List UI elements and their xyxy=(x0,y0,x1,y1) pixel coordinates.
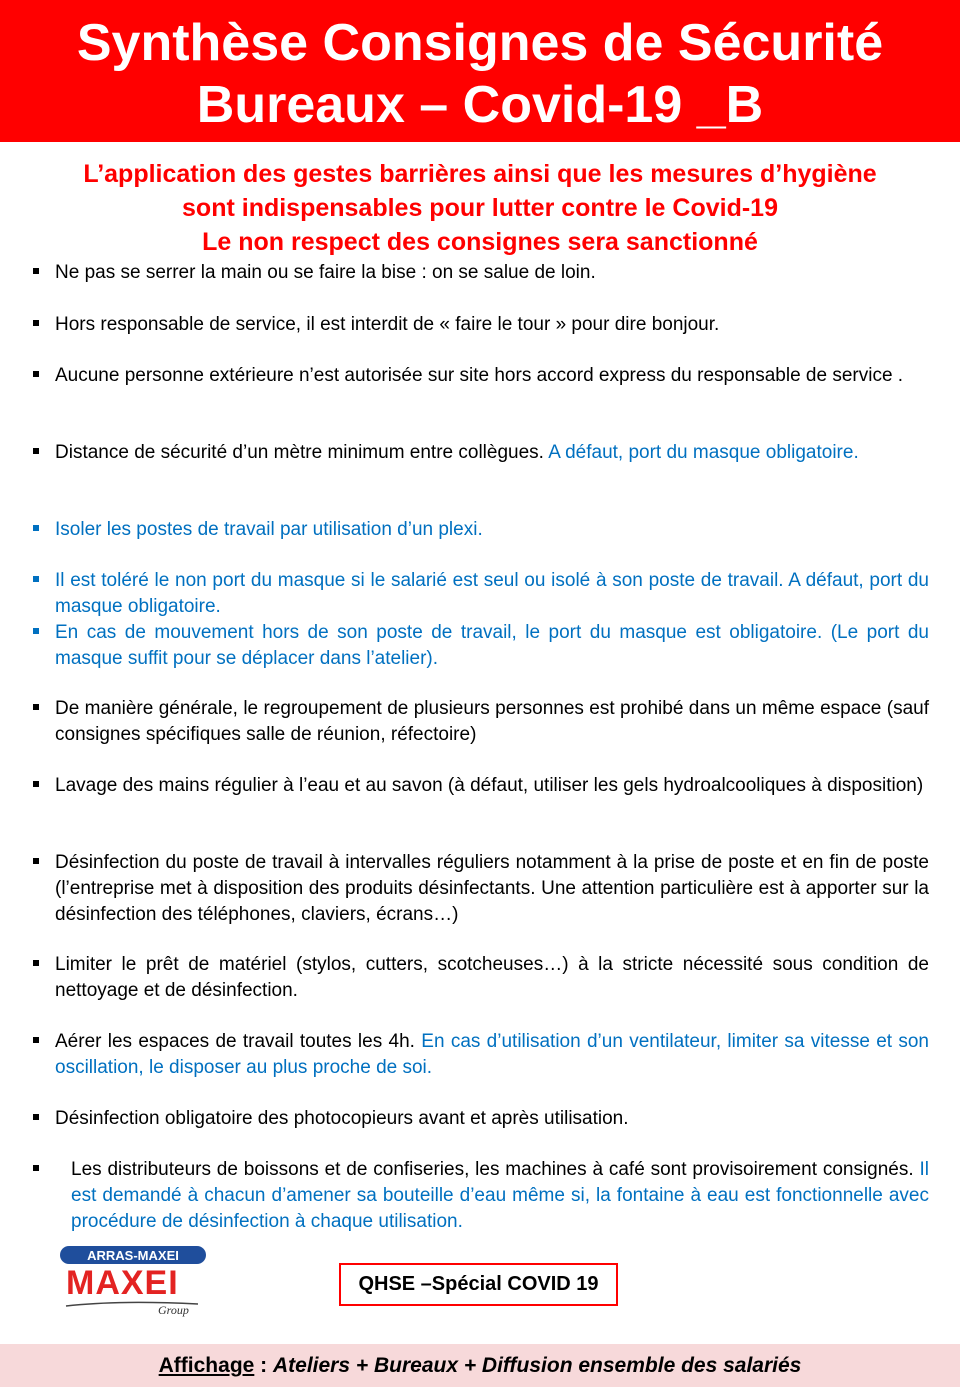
footer-colon: : xyxy=(254,1354,273,1377)
rule-item: Lavage des mains régulier à l’eau et au savon (à défaut, utiliser les gels hydroalcooliques à disposition) xyxy=(55,775,924,796)
footer-label: Affichage xyxy=(158,1354,255,1377)
bullet-icon xyxy=(33,960,39,966)
rule-item: Ne pas se serrer la main ou se faire la bise : on se salue de loin. xyxy=(55,262,596,283)
rule-item: Désinfection obligatoire des photocopieurs avant et après utilisation. xyxy=(55,1108,629,1129)
intro-line-2: sont indispensables pour lutter contre le Covid-19 xyxy=(182,194,778,222)
intro-line-3: Le non respect des consignes sera sanctionné xyxy=(202,228,758,256)
svg-text:ARRAS-MAXEI: ARRAS-MAXEI xyxy=(87,1248,179,1263)
footer-text: Ateliers + Bureaux + Diffusion ensemble des salariés xyxy=(273,1354,802,1377)
bullet-icon xyxy=(33,1114,39,1120)
bullet-icon xyxy=(33,371,39,377)
title-banner xyxy=(0,0,960,142)
rule-item: De manière générale, le regroupement de plusieurs personnes est prohibé dans un même espace (sauf consignes spécifiques salle de réunion, réfectoire) xyxy=(55,698,929,745)
footer-bar xyxy=(0,1344,960,1387)
bullet-icon xyxy=(33,1037,39,1043)
rule-item: Désinfection du poste de travail à intervalles réguliers notamment à la prise de poste et en fin de poste (l’entreprise met à disposition des produits désinfectants. Une attention particulière est à apporter sur la désinfection des téléphones, claviers, écrans…) xyxy=(55,852,929,925)
bullet-icon xyxy=(33,448,39,454)
svg-text:MAXEI: MAXEI xyxy=(66,1264,179,1302)
maxei-logo-icon xyxy=(58,1244,208,1318)
bullet-icon xyxy=(33,781,39,787)
bullet-icon xyxy=(33,628,39,634)
title-line-1: Synthèse Consignes de Sécurité xyxy=(76,14,884,72)
bullet-icon xyxy=(33,858,39,864)
rule-item: Distance de sécurité d’un mètre minimum entre collègues. A défaut, port du masque obligatoire. xyxy=(55,442,859,463)
title-line-2: Bureaux – Covid-19 _B xyxy=(196,76,764,134)
svg-text:Group: Group xyxy=(158,1303,189,1317)
rule-item: Aucune personne extérieure n’est autorisée sur site hors accord express du responsable de service . xyxy=(55,365,904,386)
intro-warning xyxy=(20,157,940,259)
qhse-label-box: QHSE –Spécial COVID 19 xyxy=(339,1263,618,1306)
rule-item: Hors responsable de service, il est interdit de « faire le tour » pour dire bonjour. xyxy=(55,314,720,335)
bullet-icon xyxy=(33,704,39,710)
rule-item: Isoler les postes de travail par utilisation d’un plexi. xyxy=(55,519,483,540)
bullet-icon xyxy=(33,525,39,531)
bullet-icon xyxy=(33,1165,39,1171)
bullet-icon xyxy=(33,576,39,582)
rule-item: Aérer les espaces de travail toutes les 4h. En cas d’utilisation d’un ventilateur, limiter sa vitesse et son oscillation, le disposer au plus proche de soi. xyxy=(55,1031,929,1078)
bullet-icon xyxy=(33,320,39,326)
rule-item: Les distributeurs de boissons et de confiseries, les machines à café sont provisoirement consignés. Il est demandé à chacun d’amener sa bouteille d’eau même si, la fontaine à eau est fonctionnelle avec procédure de désinfection à chaque utilisation. xyxy=(71,1159,929,1232)
rule-item: Limiter le prêt de matériel (stylos, cutters, scotcheuses…) à la stricte nécessité sous condition de nettoyage et de désinfection. xyxy=(55,954,929,1001)
bullet-icon xyxy=(33,268,39,274)
intro-line-1: L’application des gestes barrières ainsi que les mesures d’hygiène xyxy=(83,160,877,188)
rule-item: En cas de mouvement hors de son poste de travail, le port du masque est obligatoire. (Le port du masque suffit pour se déplacer dans l’atelier). xyxy=(55,622,929,669)
rule-item: Il est toléré le non port du masque si le salarié est seul ou isolé à son poste de travail. A défaut, port du masque obligatoire. xyxy=(55,570,929,617)
